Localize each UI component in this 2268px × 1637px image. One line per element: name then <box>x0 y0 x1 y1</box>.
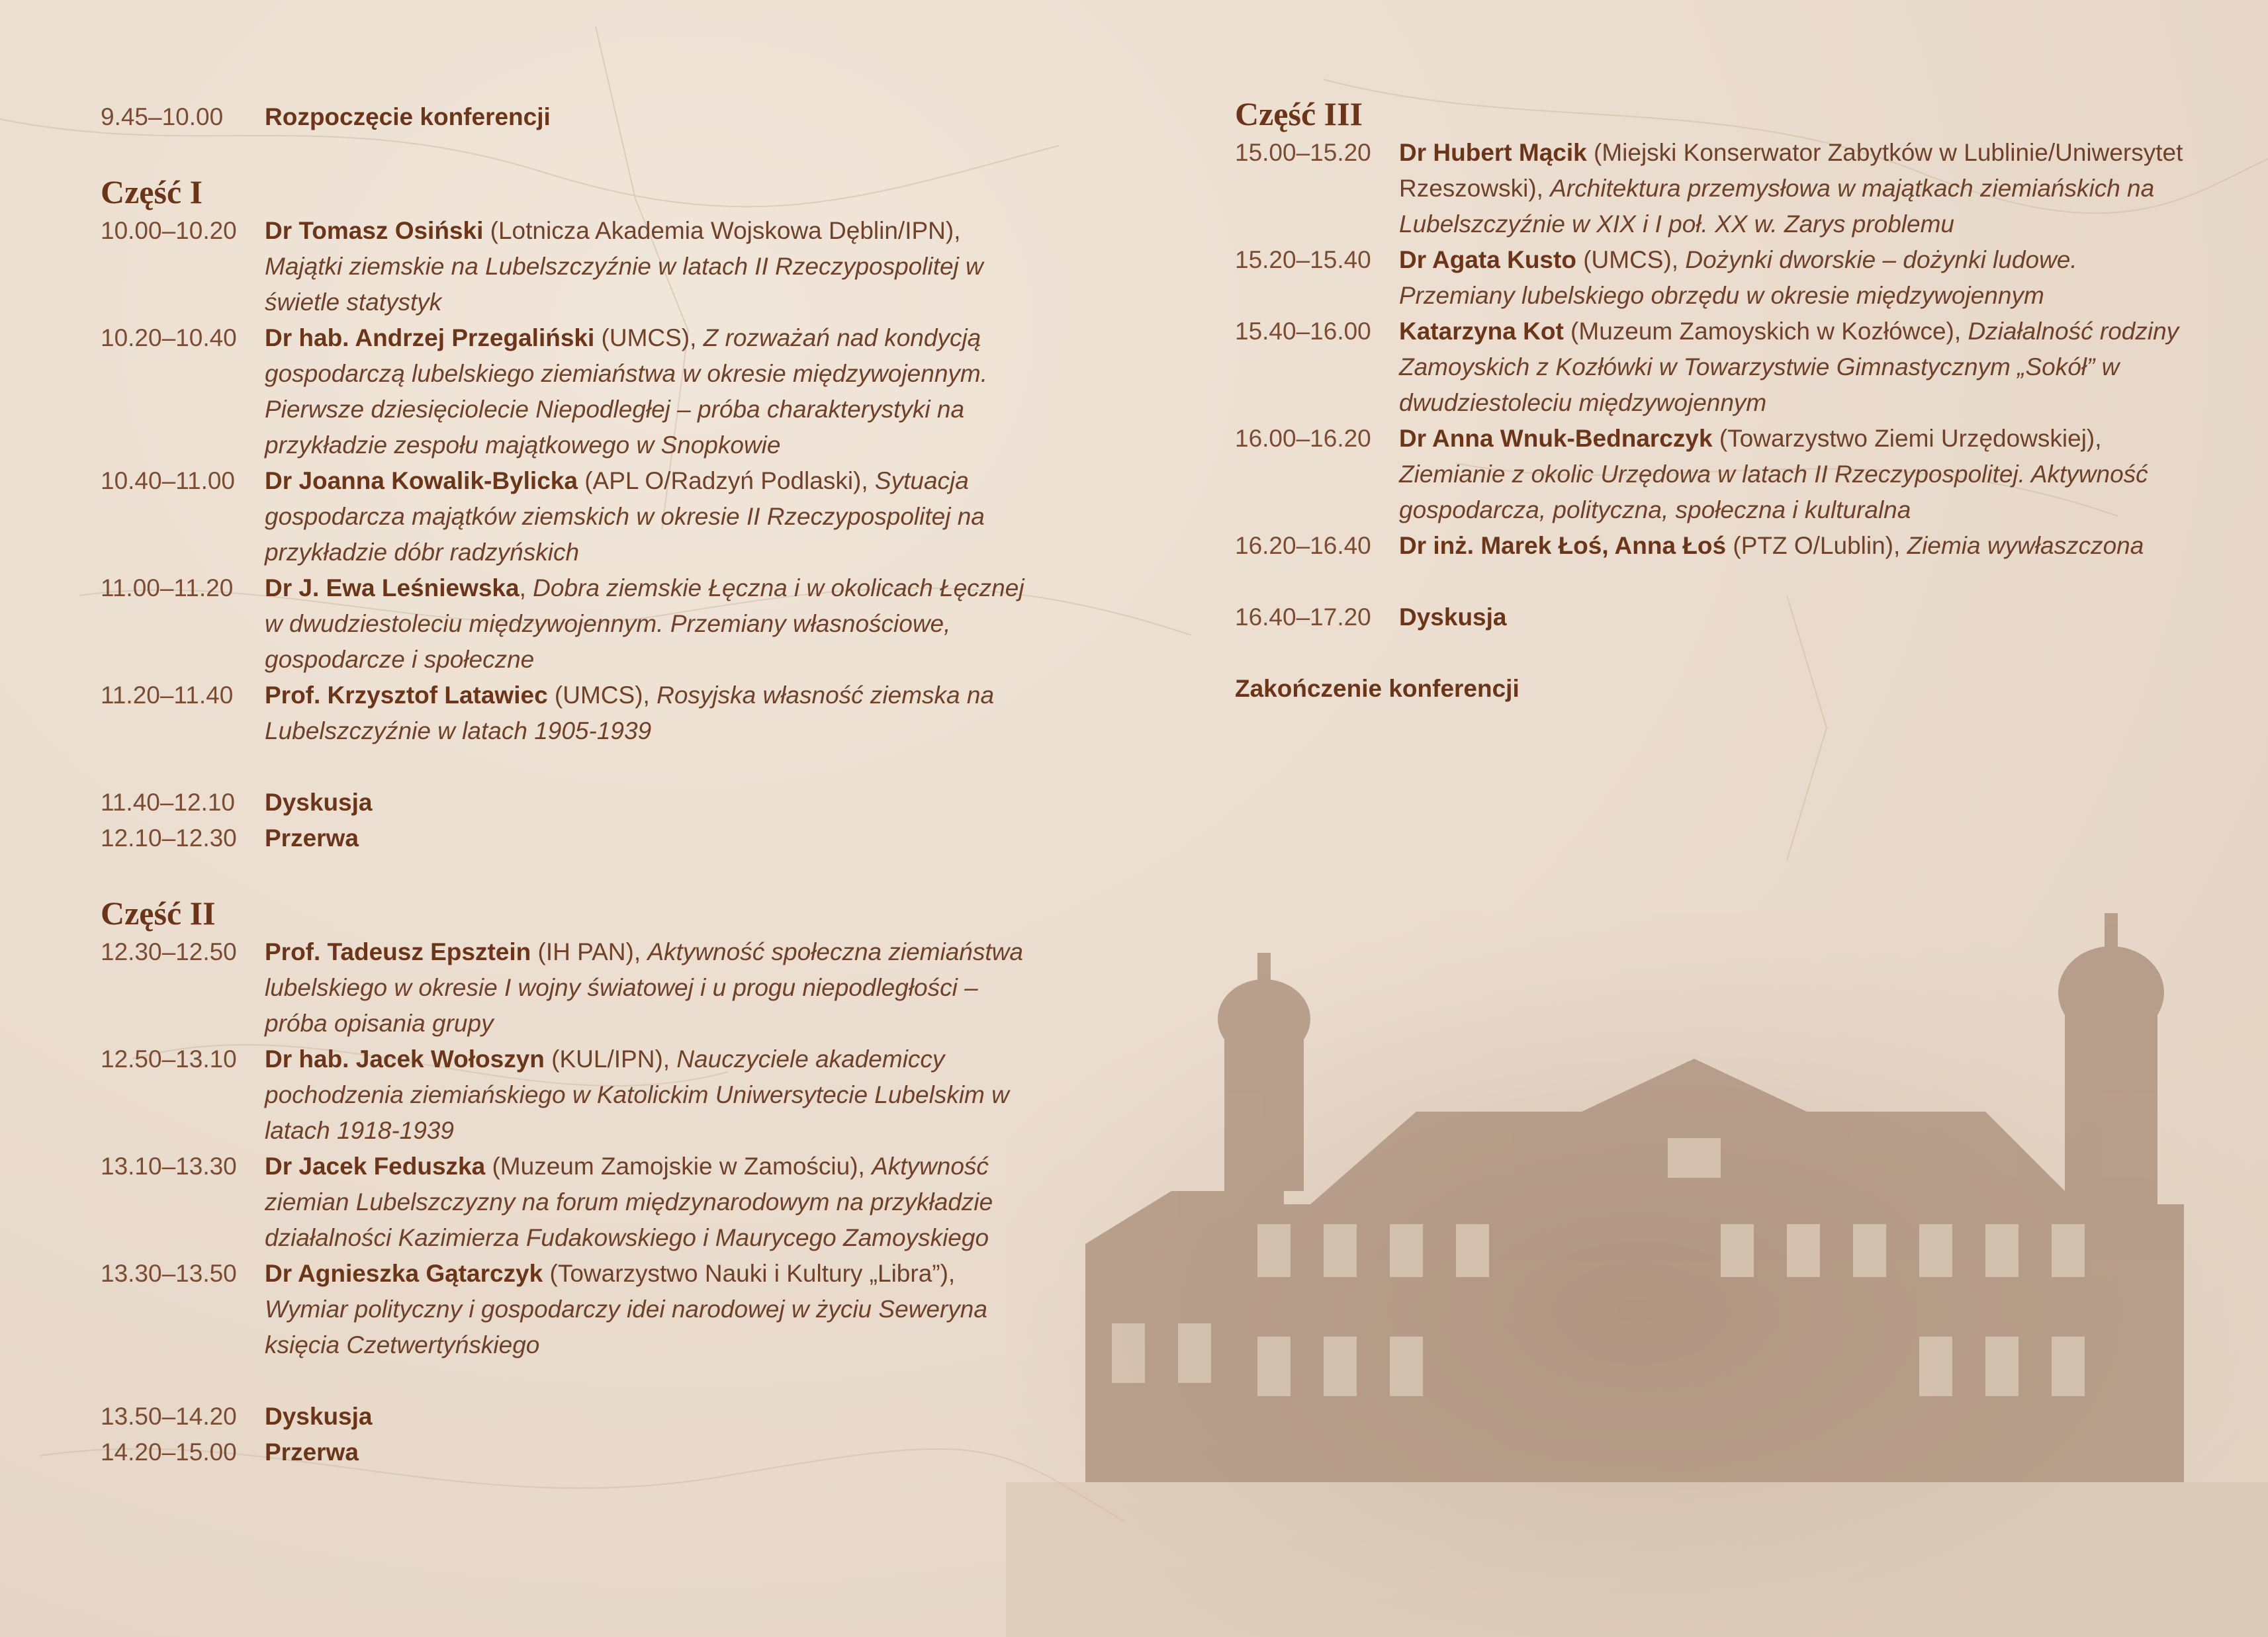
speaker-affiliation: (UMCS), <box>594 324 703 351</box>
speaker-affiliation: (Muzeum Zamojskie w Zamościu), <box>485 1153 872 1180</box>
speaker-name: Prof. Tadeusz Epsztein <box>265 938 531 965</box>
talk-row <box>101 463 1040 570</box>
time-slot: 15.00–15.20 <box>1235 139 1371 166</box>
speaker-affiliation: (UMCS), <box>547 682 657 709</box>
palace-illustration <box>1006 913 2268 1637</box>
talk-row <box>101 678 1040 749</box>
talk-row <box>101 570 1040 678</box>
speaker-name: Prof. Krzysztof Latawiec <box>265 682 548 709</box>
speaker-name: Dr Agnieszka Gątarczyk <box>265 1260 543 1287</box>
talk-title: Z rozważań nad kondycją gospodarczą lubelskiego ziemiaństwa w okresie międzywojennym. Pierwsze dziesięciolecie Niepodległej – próba charakterystyki na przykładzie zespołu majątkowego w Snopkowie <box>265 324 988 459</box>
speaker-affiliation: (Towarzystwo Nauki i Kultury „Libra”), <box>543 1260 956 1287</box>
talk-row <box>101 1041 1040 1149</box>
part-2-heading: Część II <box>101 895 216 932</box>
speaker-name: Dr Tomasz Osiński <box>265 217 484 244</box>
talk-entry <box>1399 135 2188 242</box>
time-slot: 16.20–16.40 <box>1235 532 1371 559</box>
part-3-heading: Część III <box>1235 95 1363 132</box>
talk-entry <box>265 570 1040 678</box>
talk-entry <box>265 934 1040 1041</box>
speaker-affiliation: (APL O/Radzyń Podlaski), <box>577 467 875 494</box>
time-slot: 15.20–15.40 <box>1235 246 1371 273</box>
talk-title: Ziemia wywłaszczona <box>1907 532 2144 559</box>
part-1-heading: Część I <box>101 173 203 210</box>
time-slot: 14.20–15.00 <box>101 1438 237 1466</box>
speaker-name: Katarzyna Kot <box>1399 318 1564 345</box>
talk-title: Aktywność ziemian Lubelszczyzny na forum międzynarodowym na przykładzie działalności Kazimierza Fudakowskiego i Maurycego Zamoyskiego <box>265 1153 993 1251</box>
talk-entry <box>265 463 1040 570</box>
talk-row <box>101 320 1040 463</box>
talk-title: Aktywność społeczna ziemiaństwa lubelskiego w okresie I wojny światowej i u progu niepodległości – próba opisania grupy <box>265 938 1023 1037</box>
speaker-name: Dr J. Ewa Leśniewska <box>265 574 520 601</box>
time-slot: 10.20–10.40 <box>101 324 237 351</box>
speaker-name: Dr inż. Marek Łoś, Anna Łoś <box>1399 532 1727 559</box>
time-slot: 11.00–11.20 <box>101 574 234 601</box>
break-label: Przerwa <box>265 824 359 852</box>
speaker-name: Dr hab. Andrzej Przegaliński <box>265 324 595 351</box>
talk-title: Ziemianie z okolic Urzędowa w latach II Rzeczypospolitej. Aktywność gospodarcza, polityczna, społeczna i kulturalna <box>1399 461 2148 523</box>
closing-row <box>1235 671 2188 707</box>
speaker-name: Dr Agata Kusto <box>1399 246 1576 273</box>
talk-entry <box>1399 242 2188 314</box>
talk-title: Rosyjska własność ziemska na Lubelszczyźnie w latach 1905-1939 <box>265 682 995 744</box>
talk-entry <box>265 678 1040 749</box>
program-right-column <box>1235 93 2188 707</box>
talk-title: Dożynki dworskie – dożynki ludowe. Przemiany lubelskiego obrzędu w okresie międzywojennym <box>1399 246 2077 309</box>
time-slot: 13.10–13.30 <box>101 1153 237 1180</box>
break-row <box>101 785 1040 820</box>
talk-title: Wymiar polityczny i gospodarczy idei narodowej w życiu Seweryna księcia Czetwertyńskiego <box>265 1296 987 1358</box>
talk-title: Działalność rodziny Zamoyskich z Kozłówki w Towarzystwie Gimnastycznym „Sokół” w dwudziestoleciu międzywojennym <box>1399 318 2179 416</box>
speaker-name: Dr Anna Wnuk-Bednarczyk <box>1399 425 1713 452</box>
speaker-affiliation: (PTZ O/Lublin), <box>1726 532 1907 559</box>
talk-entry <box>265 320 1040 463</box>
time-slot: 16.00–16.20 <box>1235 425 1371 452</box>
speaker-affiliation: (KUL/IPN), <box>544 1045 677 1073</box>
talk-entry <box>1399 421 2188 528</box>
speaker-name: Dr Hubert Mącik <box>1399 139 1587 166</box>
time-slot: 10.40–11.00 <box>101 467 236 494</box>
time-slot: 9.45–10.00 <box>101 103 224 130</box>
talk-entry <box>1399 528 2188 564</box>
speaker-affiliation: (Lotnicza Akademia Wojskowa Dęblin/IPN), <box>483 217 961 244</box>
speaker-affiliation: (Muzeum Zamoyskich w Kozłówce), <box>1563 318 1968 345</box>
talk-title: Sytuacja gospodarcza majątków ziemskich w okresie II Rzeczypospolitej na przykładzie dóbr radzyńskich <box>265 467 985 566</box>
talk-row <box>1235 135 2188 242</box>
talk-title: Dobra ziemskie Łęczna i w okolicach Łęcznej w dwudziestoleciu międzywojennym. Przemiany własnościowe, gospodarcze i społeczne <box>265 574 1024 673</box>
talk-title: Nauczyciele akademiccy pochodzenia ziemiańskiego w Katolickim Uniwersytecie Lubelskim w latach 1918-1939 <box>265 1045 1009 1144</box>
break-row <box>1235 599 2188 635</box>
talk-row <box>101 1256 1040 1363</box>
closing-label: Zakończenie konferencji <box>1235 675 1520 702</box>
talk-row <box>101 934 1040 1041</box>
time-slot: 13.30–13.50 <box>101 1260 237 1287</box>
talk-entry <box>265 213 1040 320</box>
time-slot: 10.00–10.20 <box>101 217 237 244</box>
speaker-affiliation: (IH PAN), <box>531 938 648 965</box>
speaker-name: Dr Joanna Kowalik-Bylicka <box>265 467 578 494</box>
break-label: Dyskusja <box>265 1403 373 1430</box>
time-slot: 13.50–14.20 <box>101 1403 237 1430</box>
opening-row <box>101 99 1040 135</box>
talk-title: Architektura przemysłowa w majątkach ziemiańskich na Lubelszczyźnie w XIX i I poł. XX w. Zarys problemu <box>1399 175 2155 238</box>
talk-title: Majątki ziemskie na Lubelszczyźnie w latach II Rzeczypospolitej w świetle statystyk <box>265 253 983 316</box>
time-slot: 11.40–12.10 <box>101 789 236 816</box>
talk-entry <box>265 1256 1040 1363</box>
talk-row <box>1235 242 2188 314</box>
opening-label: Rozpoczęcie konferencji <box>265 103 551 130</box>
talk-row <box>101 1149 1040 1256</box>
time-slot: 12.30–12.50 <box>101 938 237 965</box>
break-row <box>101 820 1040 856</box>
speaker-affiliation: (Towarzystwo Ziemi Urzędowskiej), <box>1712 425 2102 452</box>
break-row <box>101 1399 1040 1435</box>
talk-row <box>1235 421 2188 528</box>
time-slot: 16.40–17.20 <box>1235 603 1371 631</box>
time-slot: 11.20–11.40 <box>101 682 234 709</box>
talk-entry <box>265 1149 1040 1256</box>
speaker-name: Dr hab. Jacek Wołoszyn <box>265 1045 545 1073</box>
talk-row <box>1235 528 2188 564</box>
talk-row <box>101 213 1040 320</box>
speaker-affiliation: , <box>519 574 533 601</box>
break-label: Przerwa <box>265 1438 359 1466</box>
program-left-column <box>101 99 1040 1470</box>
speaker-affiliation: (UMCS), <box>1576 246 1686 273</box>
talk-entry <box>265 1041 1040 1149</box>
time-slot: 15.40–16.00 <box>1235 318 1371 345</box>
break-label: Dyskusja <box>1399 603 1507 631</box>
time-slot: 12.10–12.30 <box>101 824 237 852</box>
speaker-affiliation: (Miejski Konserwator Zabytków w Lublinie/Uniwersytet Rzeszowski), <box>1399 139 2183 202</box>
talk-row <box>1235 314 2188 421</box>
break-label: Dyskusja <box>265 789 373 816</box>
time-slot: 12.50–13.10 <box>101 1045 237 1073</box>
speaker-name: Dr Jacek Feduszka <box>265 1153 486 1180</box>
talk-entry <box>1399 314 2188 421</box>
break-row <box>101 1435 1040 1470</box>
